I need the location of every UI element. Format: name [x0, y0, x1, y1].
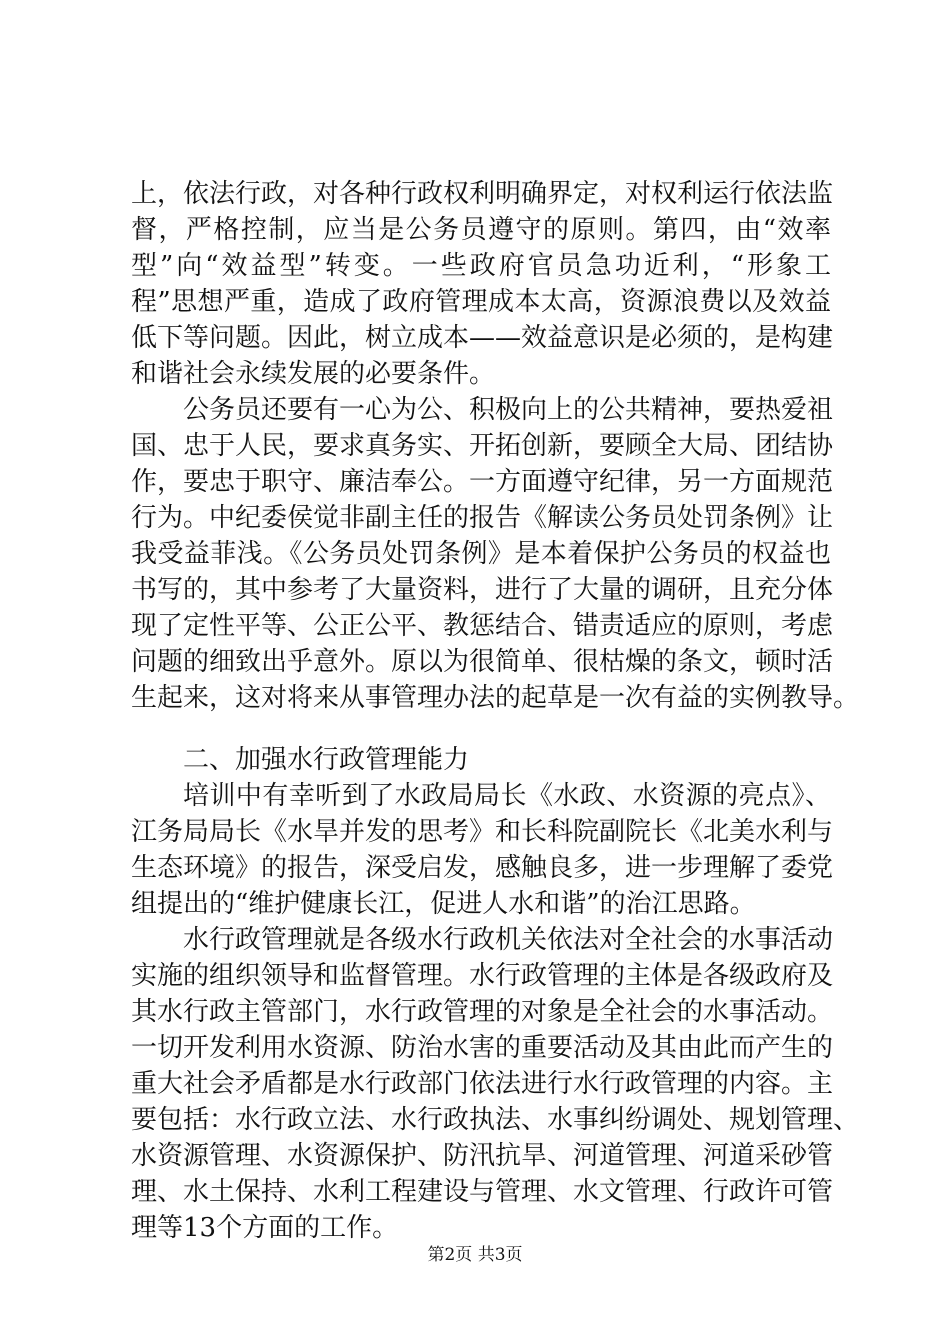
text-line: 书写的，其中参考了大量资料，进行了大量的调研，且充分体: [131, 575, 834, 605]
text-line: 一切开发利用水资源、防治水害的重要活动及其由此而产生的: [131, 1033, 834, 1063]
text-line: 组提出的“维护健康长江，促进人水和谐”的治江思路。: [131, 889, 756, 919]
text-line: 江务局局长《水旱并发的思考》和长科院副院长《北美水利与: [131, 817, 834, 847]
page-number-footer: 第2页 共3页: [427, 1245, 523, 1265]
text-line: 督，严格控制，应当是公务员遵守的原则。第四，由“效率: [131, 215, 831, 245]
text-line: 问题的细致出乎意外。原以为很简单、很枯燥的条文，顿时活: [131, 647, 834, 677]
text-line: 现了定性平等、公正公平、教惩结合、错责适应的原则，考虑: [131, 611, 834, 641]
text-line: 我受益菲浅。《公务员处罚条例》是本着保护公务员的权益也: [131, 539, 831, 569]
text-line: 上，依法行政，对各种行政权利明确界定，对权利运行依法监: [131, 179, 834, 209]
paragraph-first-line: 公务员还要有一心为公、积极向上的公共精神，要热爱祖: [183, 395, 834, 425]
text-line: 其水行政主管部门，水行政管理的对象是全社会的水事活动。: [131, 997, 834, 1027]
text-line: 理、水土保持、水利工程建设与管理、水文管理、行政许可管: [131, 1177, 834, 1207]
text-line: 型”向“效益型”转变。一些政府官员急功近利，“形象工: [131, 251, 831, 281]
text-line: 和谐社会永续发展的必要条件。: [131, 359, 496, 389]
text-line: 生起来，这对将来从事管理办法的起草是一次有益的实例教导。: [131, 683, 860, 713]
paragraph-first-line: 水行政管理就是各级水行政机关依法对全社会的水事活动: [183, 925, 834, 955]
text-line: 作，要忠于职守、廉洁奉公。一方面遵守纪律，另一方面规范: [131, 467, 834, 497]
text-line: 程”思想严重，造成了政府管理成本太高，资源浪费以及效益: [131, 287, 831, 317]
text-line: 行为。中纪委侯觉非副主任的报告《解读公务员处罚条例》让: [131, 503, 834, 533]
text-line: 低下等问题。因此，树立成本——效益意识是必须的，是构建: [131, 323, 834, 353]
text-line: 水资源管理、水资源保护、防汛抗旱、河道管理、河道采砂管: [131, 1141, 834, 1171]
text-line: 实施的组织领导和监督管理。水行政管理的主体是各级政府及: [131, 961, 834, 991]
text-line: 理等13个方面的工作。: [131, 1213, 399, 1243]
text-line: 要包括：水行政立法、水行政执法、水事纠纷调处、规划管理、: [131, 1105, 860, 1135]
text-line: 国、忠于人民，要求真务实、开拓创新，要顾全大局、团结协: [131, 431, 834, 461]
section-heading: 二、加强水行政管理能力: [183, 745, 470, 775]
text-line: 生态环境》的报告，深受启发，感触良多，进一步理解了委党: [131, 853, 834, 883]
paragraph-first-line: 培训中有幸听到了水政局局长《水政、水资源的亮点》、: [183, 781, 831, 811]
text-line: 重大社会矛盾都是水行政部门依法进行水行政管理的内容。主: [131, 1069, 834, 1099]
